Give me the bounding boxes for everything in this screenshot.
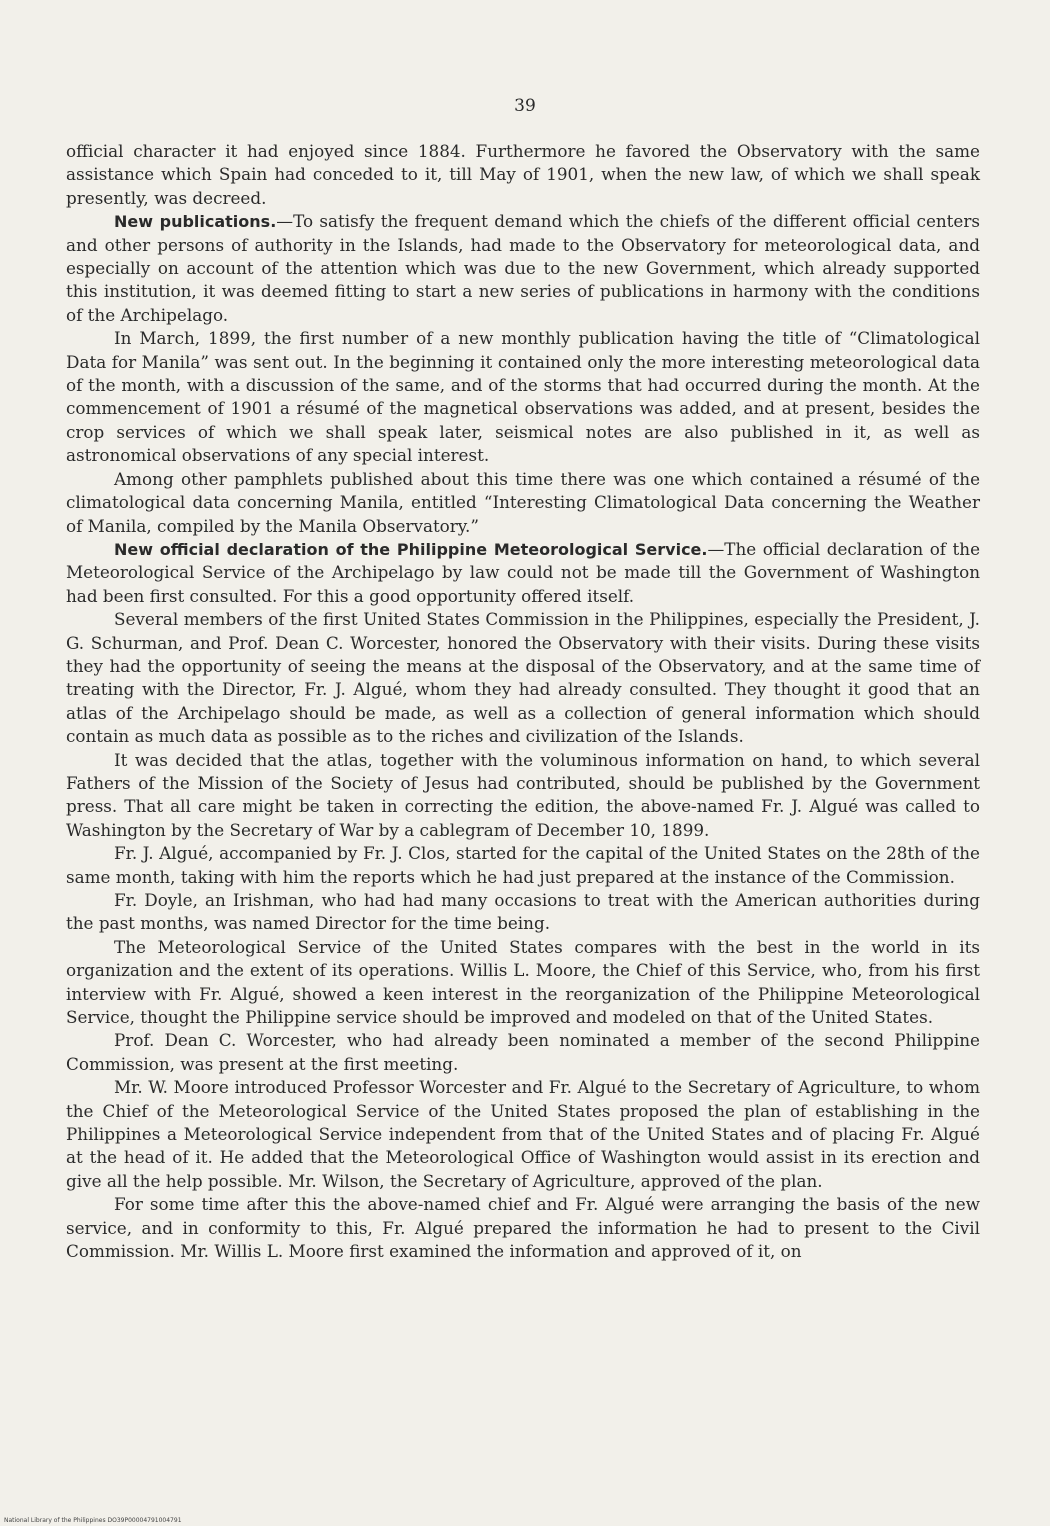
paragraph <box>66 1076 980 1193</box>
paragraph-text: official character it had enjoyed since 1884. Furthermore he favored the Observatory with the same assistance which Spain had conceded to it, till May of 1901, when the new law, of which we shall speak presently, was decreed. <box>66 141 980 208</box>
paragraph <box>66 210 980 327</box>
paragraph <box>66 140 980 210</box>
paragraph-text: For some time after this the above-named chief and Fr. Algué were arranging the basis of the new service, and in conformity to this, Fr. Algué prepared the information he had to present to the Civil Commission. Mr. Willis L. Moore first examined the information and approved of it, on <box>66 1194 980 1262</box>
body-text <box>66 140 980 1264</box>
paragraph <box>66 936 980 1030</box>
scan-footer: National Library of the Philippines DO39P00004791004791 <box>4 1517 182 1524</box>
section-heading: New publications. <box>114 212 277 232</box>
paragraph-text: In March, 1899, the first number of a new monthly publication having the title of “Climatological Data for Manila” was sent out. In the beginning it contained only the more interesting meteorological data of the month, with a discussion of the same, and of the storms that had occurred during the month. At the commencement of 1901 a résumé of the magnetical observations was added, and at present, besides the crop services of which we shall speak later, seismical notes are also published in it, as well as astronomical observations of any special interest. <box>66 328 980 466</box>
paragraph <box>66 1029 980 1076</box>
paragraph <box>66 468 980 538</box>
paragraph <box>66 608 980 748</box>
paragraph-text: Fr. Doyle, an Irishman, who had had many occasions to treat with the American authorities during the past months, was named Director for the time being. <box>66 890 980 934</box>
paragraph-text: The Meteorological Service of the United States compares with the best in the world in its organization and the extent of its operations. Willis L. Moore, the Chief of this Service, who, from his first interview with Fr. Algué, showed a keen interest in the reorganization of the Philippine Meteorological Service, thought the Philippine service should be improved and modeled on that of the United States. <box>66 936 980 1028</box>
paragraph-text: Prof. Dean C. Worcester, who had already been nominated a member of the second Philippine Commission, was present at the first meeting. <box>66 1030 980 1074</box>
paragraph <box>66 749 980 843</box>
paragraph-text: —The official declaration of the Meteorological Service of the Archipelago by law could not be made till the Government of Washington had been first consulted. For this a good opportunity offered itself. <box>66 538 981 606</box>
paragraph-text: Several members of the first United States Commission in the Philippines, especially the President, J. G. Schurman, and Prof. Dean C. Worcester, honored the Observatory with their visits. During these visits they had the opportunity of seeing the means at the disposal of the Observatory, and at the same time of treating with the Director, Fr. J. Algué, whom they had already consulted. They thought it good that an atlas of the Archipelago should be made, as well as a collection of general information which should contain as much data as possible as to the riches and civilization of the Islands. <box>66 609 980 747</box>
section-heading: New official declaration of the Philippine Meteorological Service. <box>114 539 708 559</box>
paragraph <box>66 327 980 467</box>
paragraph <box>66 889 980 936</box>
paragraph-text: Mr. W. Moore introduced Professor Worcester and Fr. Algué to the Secretary of Agriculture, to whom the Chief of the Meteorological Service of the United States proposed the plan of establishing in the Philippines a Meteorological Service independent from that of the United States and of placing Fr. Algué at the head of it. He added that the Meteorological Office of Washington would assist in its erection and give all the help possible. Mr. Wilson, the Secretary of Agriculture, approved of the plan. <box>66 1077 980 1191</box>
paragraph-text: —To satisfy the frequent demand which the chiefs of the different official centers and other persons of authority in the Islands, had made to the Observatory for meteorological data, and especially on account of the attention which was due to the new Government, which already supported this institution, it was deemed fitting to start a new series of publications in harmony with the conditions of the Archipelago. <box>66 211 980 325</box>
page-number: 39 <box>514 96 536 116</box>
paragraph <box>66 842 980 889</box>
paragraph <box>66 538 980 608</box>
paragraph-text: Fr. J. Algué, accompanied by Fr. J. Clos, started for the capital of the United States on the 28th of the same month, taking with him the reports which he had just prepared at the instance of the Commission. <box>66 843 980 887</box>
paragraph-text: It was decided that the atlas, together with the voluminous information on hand, to which several Fathers of the Mission of the Society of Jesus had contributed, should be published by the Government press. That all care might be taken in correcting the edition, the above-named Fr. J. Algué was called to Washington by the Secretary of War by a cablegram of December 10, 1899. <box>66 749 980 840</box>
paragraph <box>66 1193 980 1263</box>
paragraph-text: Among other pamphlets published about this time there was one which contained a résumé of the climatological data concerning Manila, entitled “Interesting Climatological Data concerning the Weather of Manila, compiled by the Manila Observatory.” <box>66 468 980 536</box>
